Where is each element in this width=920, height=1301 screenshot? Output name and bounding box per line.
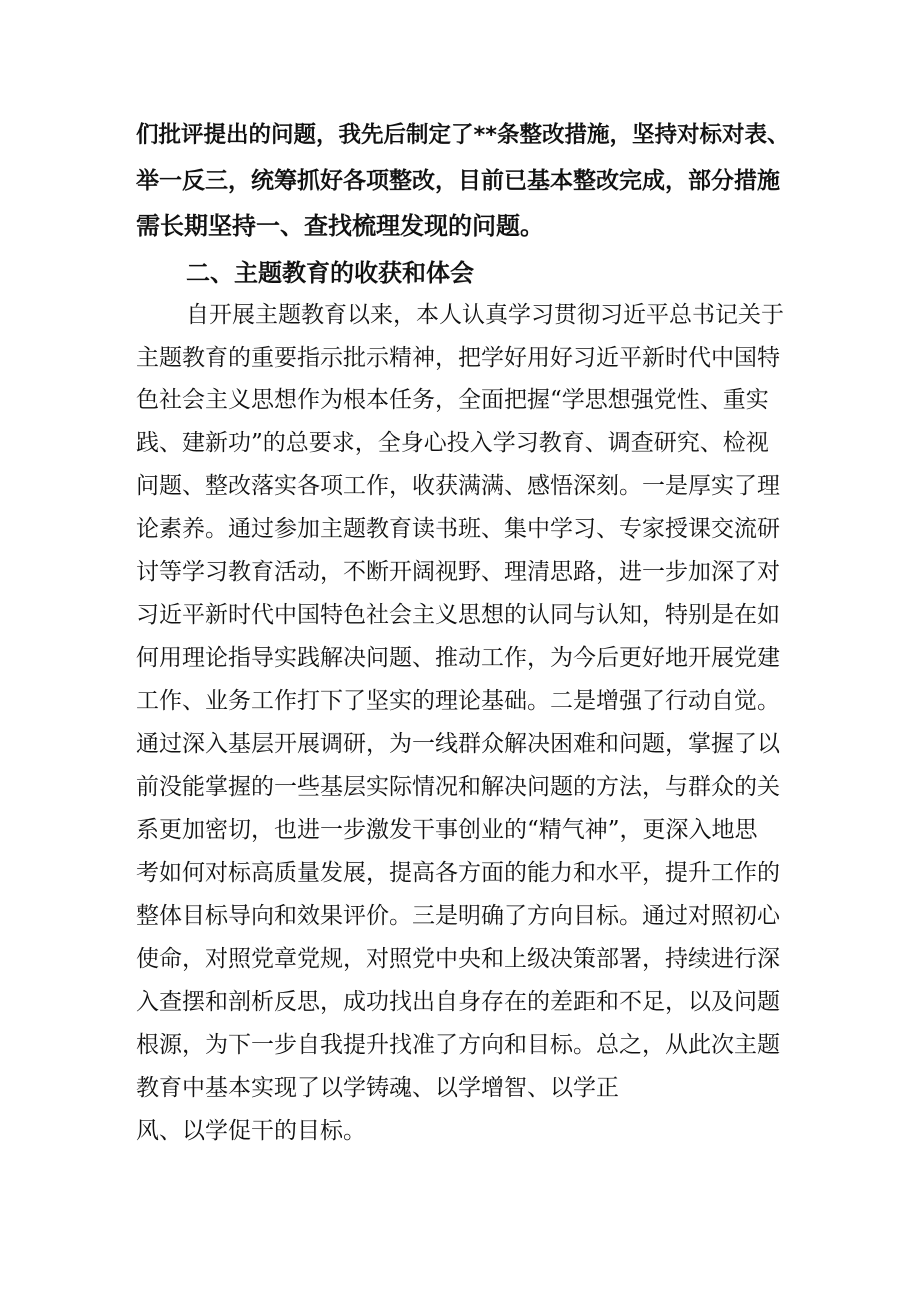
body-line-11: 通过深入基层开展调研，为一线群众解决困难和问题，掌握了以 xyxy=(136,731,780,757)
intro-line-2: 举一反三，统筹抓好各项整改，目前已基本整改完成，部分措施 xyxy=(136,168,780,194)
body-line-13: 系更加密切，也进一步激发干事创业的“精气神”，更深入地思 xyxy=(136,817,758,843)
body-line-14: 考如何对标高质量发展，提高各方面的能力和水平，提升工作的 xyxy=(136,860,780,886)
body-line-12: 前没能掌握的一些基层实际情况和解决问题的方法，与群众的关 xyxy=(136,774,780,800)
section-heading: 二、主题教育的收获和体会 xyxy=(186,259,474,287)
intro-line-3: 需长期坚持一、查找梳理发现的问题。 xyxy=(136,212,544,240)
body-line-8: 习近平新时代中国特色社会主义思想的认同与认知，特别是在如 xyxy=(136,602,780,628)
body-line-18: 根源，为下一步自我提升找准了方向和目标。总之，从此次主题 xyxy=(136,1032,780,1058)
body-line-10: 工作、业务工作打下了坚实的理论基础。二是增强了行动自觉。 xyxy=(136,688,780,714)
body-line-6: 论素养。通过参加主题教育读书班、集中学习、专家授课交流研 xyxy=(136,516,780,542)
body-line-5: 问题、整改落实各项工作，收获满满、感悟深刻。一是厚实了理 xyxy=(136,473,780,499)
body-line-3: 色社会主义思想作为根本任务，全面把握“学思想强党性、重实 xyxy=(136,387,769,413)
body-line-20: 风、以学促干的目标。 xyxy=(136,1118,366,1144)
body-line-15: 整体目标导向和效果评价。三是明确了方向目标。通过对照初心 xyxy=(136,903,780,929)
body-line-16: 使命，对照党章党规，对照党中央和上级决策部署，持续进行深 xyxy=(136,946,780,972)
intro-line-1: 们批评提出的问题，我先后制定了**条整改措施，坚持对标对表、 xyxy=(136,122,790,148)
body-line-17: 入查摆和剖析反思，成功找出自身存在的差距和不足，以及问题 xyxy=(136,989,780,1015)
body-line-4: 践、建新功”的总要求，全身心投入学习教育、调查研究、检视 xyxy=(136,430,769,456)
body-line-2: 主题教育的重要指示批示精神，把学好用好习近平新时代中国特 xyxy=(136,345,780,371)
body-line-7: 讨等学习教育活动，不断开阔视野、理清思路，进一步加深了对 xyxy=(136,559,780,585)
body-line-9: 何用理论指导实践解决问题、推动工作，为今后更好地开展党建 xyxy=(136,645,780,671)
body-line-1: 自开展主题教育以来，本人认真学习贯彻习近平总书记关于 xyxy=(186,302,784,328)
body-line-19: 教育中基本实现了以学铸魂、以学增智、以学正 xyxy=(136,1075,619,1101)
